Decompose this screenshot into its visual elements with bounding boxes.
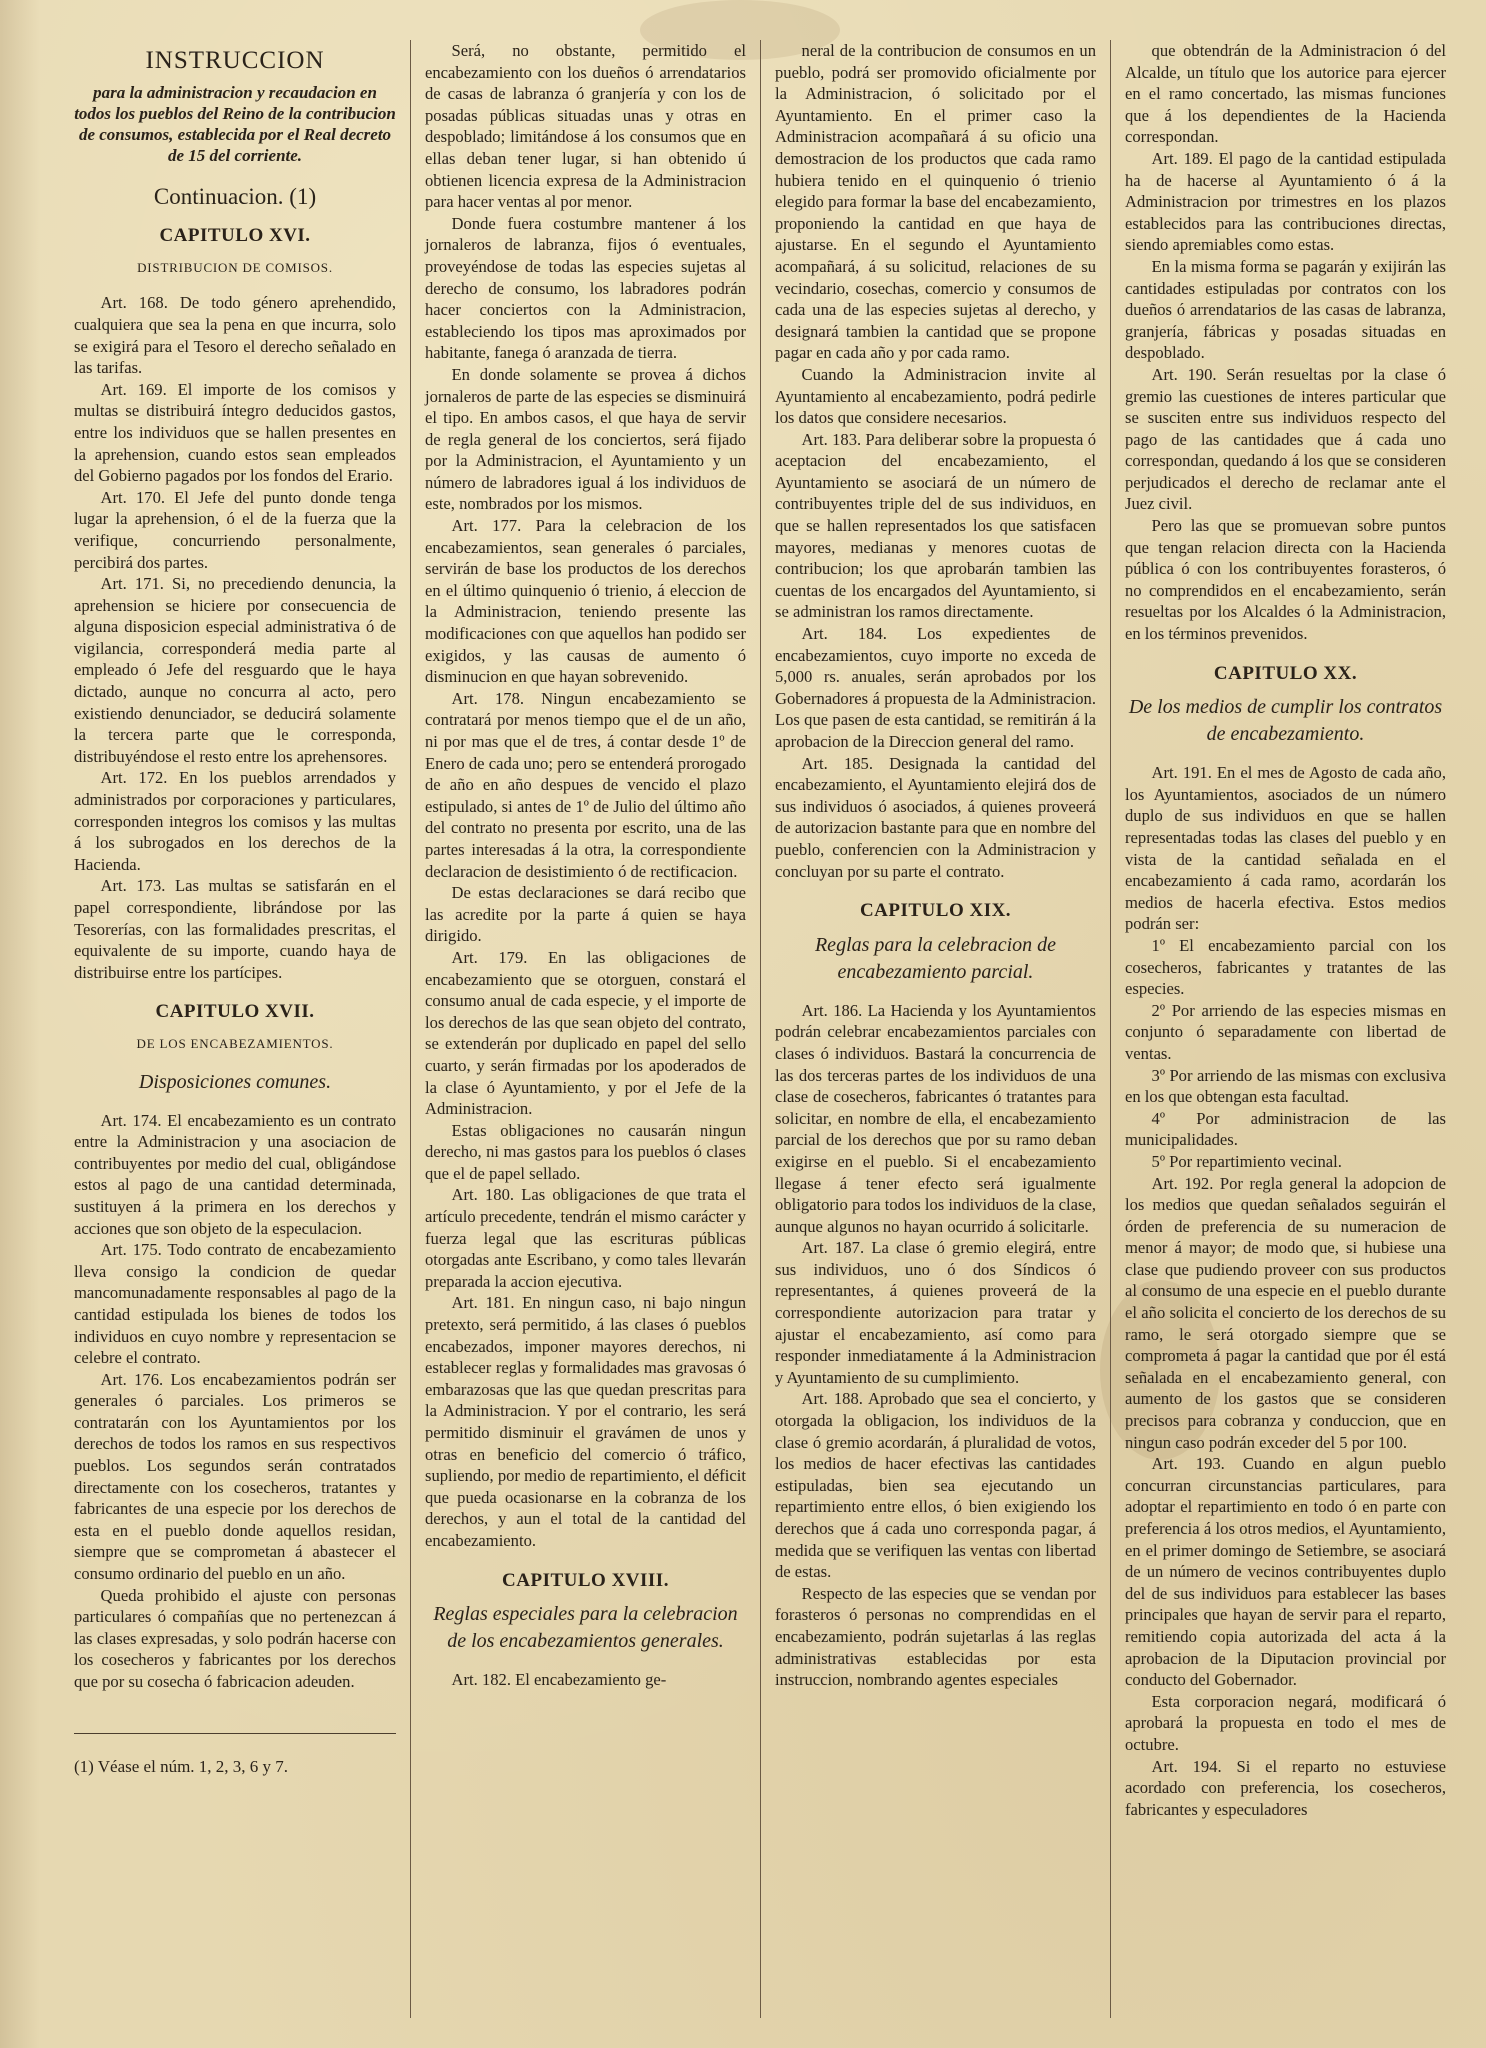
continuation-label: Continuacion. (1) (153, 183, 317, 209)
subsection-heading: Disposiciones comunes. (138, 1070, 332, 1093)
column-body (425, 40, 746, 1691)
article-paragraph: Art. 169. El importe de los comisos y multas se distribuirá íntegro deducidos gastos, entre los individuos que se hallen presentes en la aprehension, cuando estos sean empleados del Gobierno pagados por los fondos del Erario. (74, 379, 396, 486)
article-paragraph: que obtendrán de la Administracion ó del Alcalde, un título que los autorice para ejercer en el ramo concertado, las mismas funciones que á los dependientes de la Hacienda correspondan. (1125, 41, 1446, 147)
chapter-heading: CAPITULO XVII. (155, 1001, 315, 1023)
article-paragraph: Pero las que se promuevan sobre puntos que tengan relacion directa con la Hacienda pública ó con los contribuyentes forasteros, ó no comprendidos en el encabezamiento, serán resueltas por los Alcaldes ó la Administracion, en los términos prevenidos. (1125, 516, 1446, 644)
chapter-heading: CAPITULO XX. (1213, 662, 1358, 684)
article-paragraph: 1º El encabezamiento parcial con los cosecheros, fabricantes y tratantes de las especies. (1125, 935, 1446, 999)
article-paragraph: Art. 171. Si, no precediendo denuncia, la aprehension se hiciere por consecuencia de alguna disposicion especial administrativa ó de vigilancia, corresponderá media parte al empleado ó Jefe del resguardo que le haya dictado, aunque no concurra al acto, pero existiendo denunciador, se deducirá solamente la tercera parte que le corresponda, distribuyéndose el resto entre los aprehensores. (74, 574, 396, 766)
article-paragraph: Art. 168. De todo género aprehendido, cualquiera que sea la pena en que incurra, solo se exigirá para el Tesoro el derecho señalado en las tarifas. (74, 293, 396, 378)
chapter-heading: CAPITULO XVIII. (502, 1569, 669, 1591)
chapter-heading: CAPITULO XVI. (159, 225, 311, 247)
article-paragraph: Estas obligaciones no causarán ningun derecho, ni mas gastos para los pueblos ó clases que el de papel sellado. (425, 1120, 746, 1183)
article-paragraph: En la misma forma se pagarán y exijirán las cantidades estipuladas por contratos con los dueños ó arrendatarios de las casas de labranza, granjería, fábricas y posadas situadas en despoblado. (1125, 256, 1446, 363)
document-title: INSTRUCCION (145, 47, 325, 74)
column-4 (1110, 40, 1460, 2018)
article-paragraph: De estas declaraciones se dará recibo que las acredite por la parte á quien se haya dirigido. (425, 883, 746, 946)
article-paragraph: Art. 184. Los expedientes de encabezamientos, cuyo importe no exceda de 5,000 rs. anuales, serán aprobados por los Gobernadores á propuesta de la Administracion. Los que pasen de esta cantidad, se remitirán á la aprobacion de la Direccion general del ramo. (775, 624, 1096, 751)
article-paragraph: Cuando la Administracion invite al Ayuntamiento al encabezamiento, podrá pedirle los datos que considere necesarios. (775, 364, 1096, 428)
section-heading: DISTRIBUCION DE COMISOS. (137, 259, 333, 275)
footnote: (1) Véase el núm. 1, 2, 3, 6 y 7. (74, 1756, 289, 1776)
chapter-heading: CAPITULO XIX. (859, 900, 1012, 922)
column-body (775, 40, 1096, 1691)
article-paragraph: 2º Por arriendo de las especies mismas en conjunto ó separadamente con libertad de ventas. (1125, 1000, 1446, 1063)
article-paragraph: Art. 180. Las obligaciones de que trata el artículo precedente, tendrán el mismo carácter y fuerza legal que las escrituras públicas otorgadas ante Escribano, y como tales llevarán preparada la accion ejecutiva. (425, 1185, 746, 1291)
column-3 (760, 40, 1110, 2018)
columns (60, 40, 1460, 2018)
article-paragraph: Art. 186. La Hacienda y los Ayuntamientos podrán celebrar encabezamientos parciales con clases ó individuos. Bastará la concurrencia de las dos terceras partes de los individuos de una clase de cosecheros, fabricantes ó tratantes para solicitar, en nombre de ella, el encabezamiento parcial de los derechos que por su ramo deban exigirse en el pueblo. Si el encabezamiento llegase á tener efecto será igualmente obligatorio para todos los individuos de la clase, aunque algunos no hayan ocurrido á solicitarle. (775, 1000, 1096, 1236)
article-paragraph: Art. 187. La clase ó gremio elegirá, entre sus individuos, uno ó dos Síndicos ó representantes, á quienes proveerá de la correspondiente autorizacion para tratar y ajustar el encabezamiento, así como para responder inmediatamente á la Administracion y Ayuntamiento de su cumplimiento. (775, 1238, 1096, 1387)
column-body (1125, 40, 1446, 1820)
page-edge-shadow (0, 0, 40, 2048)
subsection-heading: Reglas especiales para la celebracion de los encabezamientos generales. (433, 1603, 738, 1653)
article-paragraph: 4º Por administracion de las municipalidades. (1125, 1108, 1446, 1150)
article-paragraph: Art. 181. En ningun caso, ni bajo ningun pretexto, será permitido, á las clases ó pueblos encabezados, imponer mayores derechos, ni establecer reglas y formalidades mas gravosas ó embarazosas que las que quedan prescritas para la Administracion. Y por el contrario, les será permitido disminuir el gravámen de unos y otras en beneficio del comercio ó tráfico, supliendo, por medio de repartimiento, el déficit que pueda ocasionarse en la cobranza de los derechos, y aun el total de la cantidad del encabezamiento. (425, 1293, 746, 1550)
article-paragraph: Art. 185. Designada la cantidad del encabezamiento, el Ayuntamiento elejirá dos de sus individuos ó asociados, á quienes proveerá de autorizacion bastante para que en nombre del pueblo, conferencien con la Administracion y concluyan por su parte el contrato. (775, 753, 1096, 881)
article-paragraph: Art. 170. El Jefe del punto donde tenga lugar la aprehension, ó el de la fuerza que la verifique, concurriendo personalmente, percibirá dos partes. (74, 487, 396, 572)
subsection-heading: De los medios de cumplir los contratos de encabezamiento. (1128, 696, 1443, 746)
article-paragraph: Art. 172. En los pueblos arrendados y administrados por corporaciones y particulares, corresponden integros los comisos y las multas á los subrogados en los derechos de la Hacienda. (74, 768, 396, 874)
document-subtitle: para la administracion y recaudacion en todos los pueblos del Reino de la contribucion de consumos, establecida por el Real decreto de 15 del corriente. (74, 82, 396, 165)
article-paragraph: 3º Por arriendo de las mismas con exclusiva en los que obtengan esta facultad. (1125, 1065, 1446, 1107)
article-paragraph: Art. 190. Serán resueltas por la clase ó gremio las cuestiones de interes particular que se susciten entre sus individuos respecto del pago de las cantidades que á cada uno correspondan, quedando á los que se consideren perjudicados el derecho de reclamar ante el Juez civil. (1125, 364, 1446, 514)
article-paragraph: Art. 192. Por regla general la adopcion de los medios que quedan señalados seguirán el órden de preferencia de su numeracion de menor á mayor; de modo que, si hubiese una clase que pudiendo proveer con sus productos al consumo de una especie en el pueblo durante el año solicita el concierto de los derechos de su ramo, le será otorgado siempre que se comprometa á pagar la cantidad que por él está señalada en el encabezamiento general, con aumento de los gastos que se consideren precisos para cobranza y conduccion, que en ningun caso podrán exceder del 5 por 100. (1125, 1173, 1446, 1452)
section-heading: DE LOS ENCABEZAMIENTOS. (136, 1035, 334, 1051)
column-2 (410, 40, 760, 2018)
article-paragraph: Art. 194. Si el reparto no estuviese acordado con preferencia, los cosecheros, fabricantes y especuladores (1125, 1756, 1446, 1819)
article-paragraph: neral de la contribucion de consumos en un pueblo, podrá ser promovido oficialmente por la Administracion, ó solicitado por el Ayuntamiento. En el primer caso la Administracion acompañará á su oficio una demostracion de los productos que cada ramo hubiera tenido en el quinquenio ó trienio elegido para formar la base del encabezamiento, proponiendo la cantidad en que haya de ajustarse. En el segundo el Ayuntamiento acompañará, á su solicitud, relaciones de su vecindario, cosechas, comercio y consumos de cada una de las especies sujetas al derecho, y designará tambien la cantidad que se propone pagar en cada año y por cada ramo. (775, 41, 1096, 363)
column-1 (60, 40, 410, 2018)
article-paragraph: Art. 191. En el mes de Agosto de cada año, los Ayuntamientos, asociados de un número duplo de sus individuos en que se hallen representadas todas las clases del pueblo y en vista de la cantidad señalada en el encabezamiento á cada ramo, acordarán los medios de hacerla efectiva. Estos medios podrán ser: (1125, 763, 1446, 934)
article-paragraph: Art. 175. Todo contrato de encabezamiento lleva consigo la condicion de quedar mancomunadamente responsables al pago de la cantidad estipulada los bienes de todos los individuos en cuyo nombre y representacion se celebre el contrato. (74, 1240, 396, 1368)
subsection-heading: Reglas para la celebracion de encabezamiento parcial. (814, 933, 1057, 983)
article-paragraph: Art. 173. Las multas se satisfarán en el papel correspondiente, librándose por las Tesorerías, con las formalidades prescritas, el equivalente de su importe, cuando haya de distribuirse entre los partícipes. (74, 876, 396, 982)
article-paragraph: Art. 174. El encabezamiento es un contrato entre la Administracion y una asociacion de contribuyentes por medio del cual, obligándose estos al pago de una cantidad determinada, sustituyen á la primera en los derechos y acciones que son objeto de la especulacion. (74, 1110, 396, 1238)
article-paragraph: Art. 189. El pago de la cantidad estipulada ha de hacerse al Ayuntamiento ó á la Administracion por trimestres en los plazos establecidos para las contribuciones directas, siendo apremiables como estas. (1125, 148, 1446, 255)
article-paragraph: Art. 193. Cuando en algun pueblo concurran circunstancias particulares, para adoptar el repartimiento en todo ó en parte con preferencia á los otros medios, el Ayuntamiento, en el primer domingo de Setiembre, se asociará de un número de vecinos contribuyentes duplo del de sus individuos para establecer las bases principales que hayan de servir para el reparto, remitiendo copia autorizada del acta á la aprobacion de la Diputacion provincial por conducto del Gobernador. (1125, 1454, 1446, 1690)
article-paragraph: Respecto de las especies que se vendan por forasteros ó personas no comprendidas en el encabezamiento, podrán sujetarlas á las reglas administrativas establecidas por esta instruccion, nombrando agentes especiales (775, 1583, 1096, 1690)
column-body (74, 225, 396, 1777)
article-paragraph: Art. 177. Para la celebracion de los encabezamientos, sean generales ó parciales, servirán de base los productos de los derechos en el último quinquenio ó trienio, á eleccion de la Administracion, teniendo presente las modificaciones con que aquellos han podido ser exigidos, y las causas de aumento ó disminucion en que hayan sobrevenido. (425, 516, 746, 687)
article-paragraph: 5º Por repartimiento vecinal. (1151, 1151, 1342, 1171)
article-paragraph: Esta corporacion negará, modificará ó aprobará la propuesta en todo el mes de octubre. (1125, 1691, 1446, 1754)
article-paragraph: Art. 178. Ningun encabezamiento se contratará por menos tiempo que el de un año, ni por mas que el de tres, á contar desde 1º de Enero de cada uno; pero se entenderá prorogado de año en año despues de vencido el plazo estipulado, si antes de 1º de Julio del último año del contrato no presenta por escrito, una de las partes interesadas á la otra, la correspondiente declaracion de desistimiento ó de rectificacion. (425, 688, 746, 881)
article-paragraph: Art. 179. En las obligaciones de encabezamiento que se otorguen, constará el consumo anual de cada especie, y el importe de los derechos de las que sean objeto del contrato, se extenderán por duplicado en papel del sello cuarto, y serán firmadas por los apoderados de la clase ó Ayuntamiento, y por el Jefe de la Administracion. (425, 947, 746, 1119)
article-paragraph: Art. 176. Los encabezamientos podrán ser generales ó parciales. Los primeros se contratarán con los Ayuntamientos por los derechos de todos los ramos en sus respectivos pueblos. Los segundos serán contratados directamente con los cosecheros, tratantes y fabricantes de una especie por los derechos de esta en el pueblo donde aquellos residan, siempre que se comprometan á abastecer el consumo ordinario del pueblo en un año. (74, 1369, 396, 1584)
article-paragraph: Queda prohibido el ajuste con personas particulares ó compañías que no pertenezcan á las clases expresadas, y solo podrán hacerse con los cosecheros y fabricantes por los derechos que por su cosecha ó fabricacion adeuden. (74, 1585, 396, 1691)
footnote-rule (74, 1733, 396, 1734)
article-paragraph: Será, no obstante, permitido el encabezamiento con los dueños ó arrendatarios de casas de labranza ó granjería y con los de posadas públicas situadas unas y otras en despoblado; limitándose á los consumos que en ellas deban tener lugar, si han obtenido ú obtienen licencia expresa de la Administracion para hacer ventas al por menor. (425, 41, 746, 212)
article-paragraph: Donde fuera costumbre mantener á los jornaleros de labranza, fijos ó eventuales, proveyéndose de todas las especies sujetas al derecho de consumo, los labradores podrán hacer conciertos con la Administracion, estableciendo los tipos mas aproximados por habitante, fanega ó aranzada de tierra. (425, 213, 746, 363)
article-paragraph: Art. 183. Para deliberar sobre la propuesta ó aceptacion del encabezamiento, el Ayuntamiento se asociará de un número de contribuyentes triple del de sus individuos, en que se hallen representados los que satisfacen mayores, medianas y menores cuotas de contribucion; los que aprobarán tambien las cuentas de los encargados del Ayuntamiento, si se administran los ramos directamente. (775, 429, 1096, 622)
article-paragraph: Art. 182. El encabezamiento ge- (451, 1670, 667, 1690)
article-paragraph: En donde solamente se provea á dichos jornaleros de parte de las especies se disminuirá el tipo. En ambos casos, el que haya de servir de regla general de los conciertos, será fijado por la Administracion, el Ayuntamiento y un número de labradores igual á los individuos de este, nombrados por los mismos. (425, 364, 746, 514)
article-paragraph: Art. 188. Aprobado que sea el concierto, y otorgada la obligacion, los individuos de la clase ó gremio acordarán, á pluralidad de votos, los medios de hacer efectivas las cantidades estipuladas, bien sea ejecutando un repartimiento entre ellos, ó bien exigiendo los derechos que á cada uno corresponda pagar, á medida que se verifiquen las ventas con libertad de estas. (775, 1389, 1096, 1582)
